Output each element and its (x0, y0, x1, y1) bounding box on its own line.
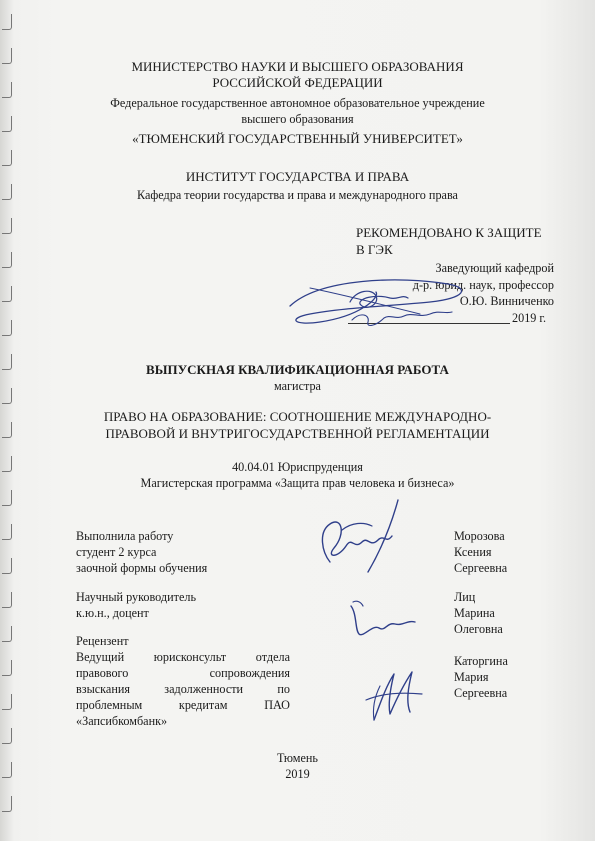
binding-mark (2, 558, 12, 574)
reviewer-position-line-4: проблемным кредитам ПАО (76, 698, 290, 712)
approval-degree: д-р. юрид. наук, профессор (412, 278, 554, 292)
approval-line-2: В ГЭК (356, 242, 393, 257)
reviewer-patronymic: Сергеевна (454, 686, 508, 700)
ministry-line-1: МИНИСТЕРСТВО НАУКИ И ВЫСШЕГО ОБРАЗОВАНИЯ (131, 59, 464, 74)
year: 2019 (285, 767, 310, 781)
reviewer-organization: «Запсибкомбанк» (76, 714, 168, 728)
approval-head-name: О.Ю. Винниченко (459, 294, 554, 308)
binding-mark (2, 728, 12, 744)
reviewer-label: Рецензент (76, 634, 129, 648)
binding-mark (2, 14, 12, 30)
reviewer-surname: Каторгина (454, 654, 508, 668)
binding-mark (2, 524, 12, 540)
approval-line-1: РЕКОМЕНДОВАНО К ЗАЩИТЕ (356, 225, 542, 240)
program-name: Магистерская программа «Защита прав человека и бизнеса» (140, 476, 455, 490)
institution-line-2: высшего образования (241, 112, 354, 126)
supervisor-first-name: Марина (454, 606, 495, 620)
binding-mark (2, 592, 12, 608)
binding-mark (2, 796, 12, 812)
reviewer-position-line-2: правового сопровождения (76, 666, 290, 680)
work-title-line-1: ПРАВО НА ОБРАЗОВАНИЕ: СООТНОШЕНИЕ МЕЖДУНАРОДНО- (103, 409, 492, 424)
author-signature (312, 496, 412, 576)
binding-mark (2, 694, 12, 710)
university-name: «ТЮМЕНСКИЙ ГОСУДАРСТВЕННЫЙ УНИВЕРСИТЕТ» (132, 131, 463, 146)
binding-mark (2, 490, 12, 506)
institution-line-1: Федеральное государственное автономное образовательное учреждение (110, 96, 485, 110)
reviewer-first-name: Мария (454, 670, 489, 684)
binding-mark (2, 252, 12, 268)
binding-mark (2, 286, 12, 302)
department-name: Кафедра теории государства и права и международного права (137, 188, 458, 202)
head-signature (280, 268, 480, 338)
work-type: ВЫПУСКНАЯ КВАЛИФИКАЦИОННАЯ РАБОТА (146, 362, 449, 377)
author-line-3: заочной формы обучения (76, 561, 208, 575)
binding-mark (2, 626, 12, 642)
author-line-2: студент 2 курса (76, 545, 157, 559)
supervisor-surname: Лиц (454, 590, 476, 604)
reviewer-position-line-3: взыскания задолженности по (76, 682, 290, 696)
binding-mark (2, 320, 12, 336)
approval-role: Заведующий кафедрой (435, 261, 554, 275)
binding-mark (2, 150, 12, 166)
author-line-1: Выполнила работу (76, 529, 174, 543)
work-level: магистра (274, 379, 321, 393)
supervisor-line-2: к.ю.н., доцент (76, 606, 149, 620)
author-surname: Морозова (454, 529, 505, 543)
supervisor-line-1: Научный руководитель (76, 590, 197, 604)
supervisor-signature (345, 598, 420, 640)
reviewer-position-line-1: Ведущий юрисконсульт отдела (76, 650, 290, 664)
city: Тюмень (277, 751, 318, 765)
binding-mark (2, 218, 12, 234)
institute-name: ИНСТИТУТ ГОСУДАРСТВА И ПРАВА (185, 169, 410, 184)
approval-date: 2019 г. (512, 311, 547, 325)
specialty-code: 40.04.01 Юриспруденция (232, 460, 363, 474)
author-patronymic: Сергеевна (454, 561, 508, 575)
ministry-line-2: РОССИЙСКОЙ ФЕДЕРАЦИИ (212, 75, 383, 90)
supervisor-patronymic: Олеговна (454, 622, 503, 636)
work-title-line-2: ПРАВОВОЙ И ВНУТРИГОСУДАРСТВЕННОЙ РЕГЛАМЕНТАЦИИ (105, 426, 490, 441)
author-first-name: Ксения (454, 545, 492, 559)
binding-mark (2, 660, 12, 676)
reviewer-signature (360, 664, 430, 726)
